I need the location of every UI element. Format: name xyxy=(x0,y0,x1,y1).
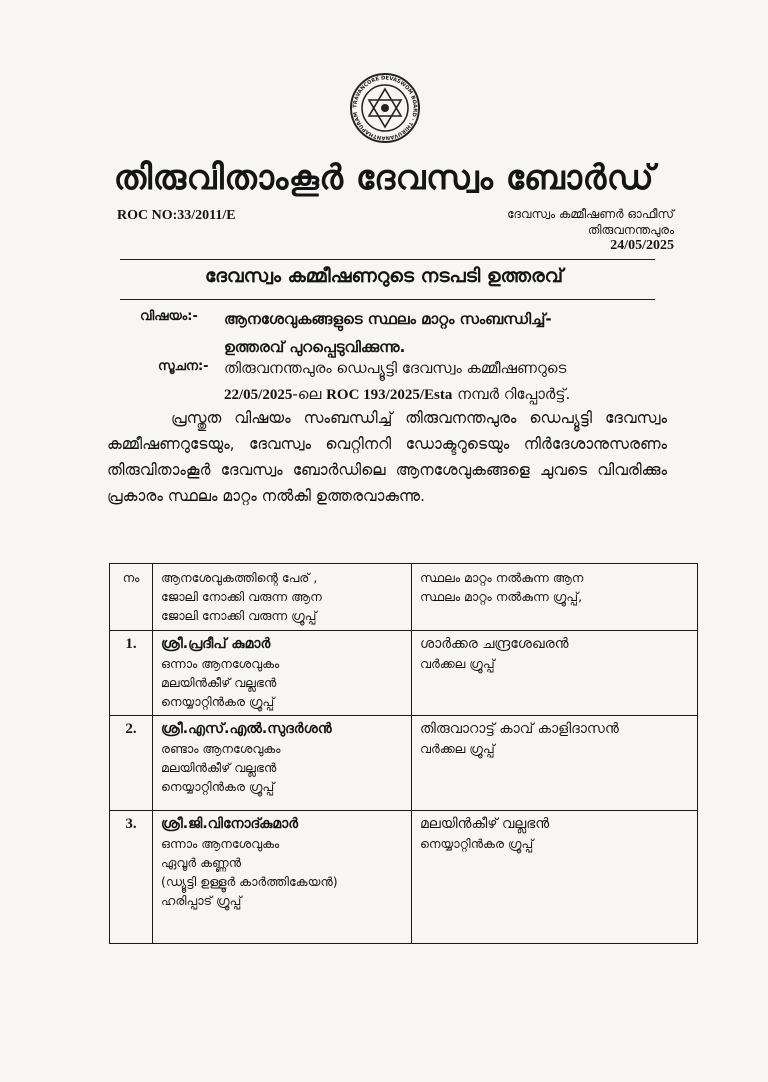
subject-line: ആനശേവുകങ്ങളുടെ സ്ഥലം മാറ്റം സംബന്ധിച്ച്- xyxy=(224,310,552,328)
destination-elephant: തിരുവാറാട്ട് കാവ് കാളിദാസൻ xyxy=(420,721,619,737)
roc-number: ROC NO:33/2011/E xyxy=(117,208,236,223)
reference-text xyxy=(224,355,664,408)
header-new-assignment xyxy=(412,564,698,631)
detail-line: ഒന്നാം ആനശേവുകം xyxy=(161,836,280,851)
transfer-table xyxy=(109,563,698,944)
current-assignment-cell xyxy=(153,811,412,944)
subject-label: വിഷയം:- xyxy=(140,309,198,324)
detail-line: മലയിൻകീഴ് വല്ലഭൻ xyxy=(161,675,277,690)
employee-name: ശ്രീ.ജി.വിനോദ്കുമാർ xyxy=(161,816,299,832)
svg-text:TRAVANCORE DEVASWOM BOARD · TH: TRAVANCORE DEVASWOM BOARD · THIRUVANANTHAPURAM xyxy=(352,75,418,141)
employee-name: ശ്രീ.പ്രദീപ് കുമാർ xyxy=(161,636,271,652)
detail-line: ഹരിപ്പാട് ഗ്രൂപ്പ് xyxy=(161,893,242,908)
header-number: നം xyxy=(110,564,153,631)
table-row xyxy=(110,811,698,944)
order-body-paragraph: പ്രസ്തുത വിഷയം സംബന്ധിച്ച് തിരുവനന്തപുരം ഡെപ്യൂട്ടി ദേവസ്വം കമ്മീഷണറുടേയും, ദേവസ്വം വെറ്റിനറി ഡോക്ടറുടെയും നിർദേശാനുസരണം തിരുവിതാംകൂർ ദേവസ്വം ബോർഡിലെ ആനശേവുകങ്ങളെ ചുവടെ വിവരിക്കും പ്രകാരം സ്ഥലം മാറ്റം നൽകി ഉത്തരവാകുന്നു. xyxy=(107,409,667,505)
table-header-row xyxy=(110,564,698,631)
detail-line: നെയ്യാറ്റിൻകര ഗ്രൂപ്പ് xyxy=(161,779,275,794)
header-text: ജോലി നോക്കി വരുന്ന ഗ്രൂപ്പ് xyxy=(161,608,317,623)
subject-line: ഉത്തരവ് പുറപ്പെടുവിക്കുന്നു. xyxy=(224,338,406,356)
reference-roc: ROC 193/2025/Esta xyxy=(326,387,453,403)
reference-line xyxy=(224,381,664,408)
order-date: 24/05/2025 xyxy=(610,238,674,253)
detail-line: ഒന്നാം ആനശേവുകം xyxy=(161,656,280,671)
office-address xyxy=(507,206,674,254)
office-name: ദേവസ്വം കമ്മീഷണർ ഓഫീസ് xyxy=(507,207,674,221)
header-text: ആനശേവുകത്തിന്റെ പേര് , xyxy=(161,570,318,585)
header-text: സ്ഥലം മാറ്റം നൽകുന്ന ഗ്രൂപ്പ്, xyxy=(420,589,583,604)
current-assignment-cell xyxy=(153,631,412,716)
row-number: 2. xyxy=(110,716,153,811)
detail-line: രണ്ടാം ആനശേവുകം xyxy=(161,741,281,756)
detail-line: ഏവൂർ കണ്ണൻ xyxy=(161,855,242,870)
office-city: തിരുവനന്തപുരം xyxy=(587,223,674,237)
header-current-assignment xyxy=(153,564,412,631)
heading-rule-bottom xyxy=(120,299,655,300)
header-text: ജോലി നോക്കി വരുന്ന ആന xyxy=(161,589,322,604)
new-assignment-cell xyxy=(412,716,698,811)
table-row xyxy=(110,716,698,811)
header-text: സ്ഥലം മാറ്റം നൽകുന്ന ആന xyxy=(420,570,584,585)
destination-elephant: ശാർക്കര ചന്ദ്രശേഖരൻ xyxy=(420,636,569,652)
board-title: തിരുവിതാംകൂർ ദേവസ്വം ബോർഡ് xyxy=(113,158,655,198)
reference-suffix: നമ്പർ റിപ്പോർട്ട്. xyxy=(452,385,571,403)
detail-line: നെയ്യാറ്റിൻകര ഗ്രൂപ്പ് xyxy=(161,694,275,709)
reference-date: 22/05/2025 xyxy=(224,387,293,403)
destination-group: വർക്കല ഗ്രൂപ്പ് xyxy=(420,656,495,671)
row-number: 1. xyxy=(110,631,153,716)
subject-text xyxy=(224,305,664,361)
detail-line: മലയിൻകീഴ് വല്ലഭൻ xyxy=(161,760,277,775)
devaswom-board-seal-logo xyxy=(349,72,421,144)
table-row xyxy=(110,631,698,716)
employee-name: ശ്രീ.എസ്.എൽ.സുദർശൻ xyxy=(161,721,332,737)
reference-line: തിരുവനന്തപുരം ഡെപ്യൂട്ടി ദേവസ്വം കമ്മീഷണറുടെ xyxy=(224,359,567,377)
reference-label: സൂചന:- xyxy=(158,359,209,374)
new-assignment-cell xyxy=(412,631,698,716)
new-assignment-cell xyxy=(412,811,698,944)
row-number: 3. xyxy=(110,811,153,944)
heading-rule-top xyxy=(120,259,655,260)
destination-group: വർക്കല ഗ്രൂപ്പ് xyxy=(420,741,495,756)
order-heading: ദേവസ്വം കമ്മീഷണറുടെ നടപടി ഉത്തരവ് xyxy=(204,265,564,287)
destination-elephant: മലയിൻകീഴ് വല്ലഭൻ xyxy=(420,816,550,832)
detail-line: (ഡ്യൂട്ടി ഉള്ളൂർ കാർത്തികേയൻ) xyxy=(161,874,338,889)
current-assignment-cell xyxy=(153,716,412,811)
destination-group: നെയ്യാറ്റിൻകര ഗ്രൂപ്പ് xyxy=(420,836,534,851)
reference-sep: -ലെ xyxy=(292,385,327,403)
